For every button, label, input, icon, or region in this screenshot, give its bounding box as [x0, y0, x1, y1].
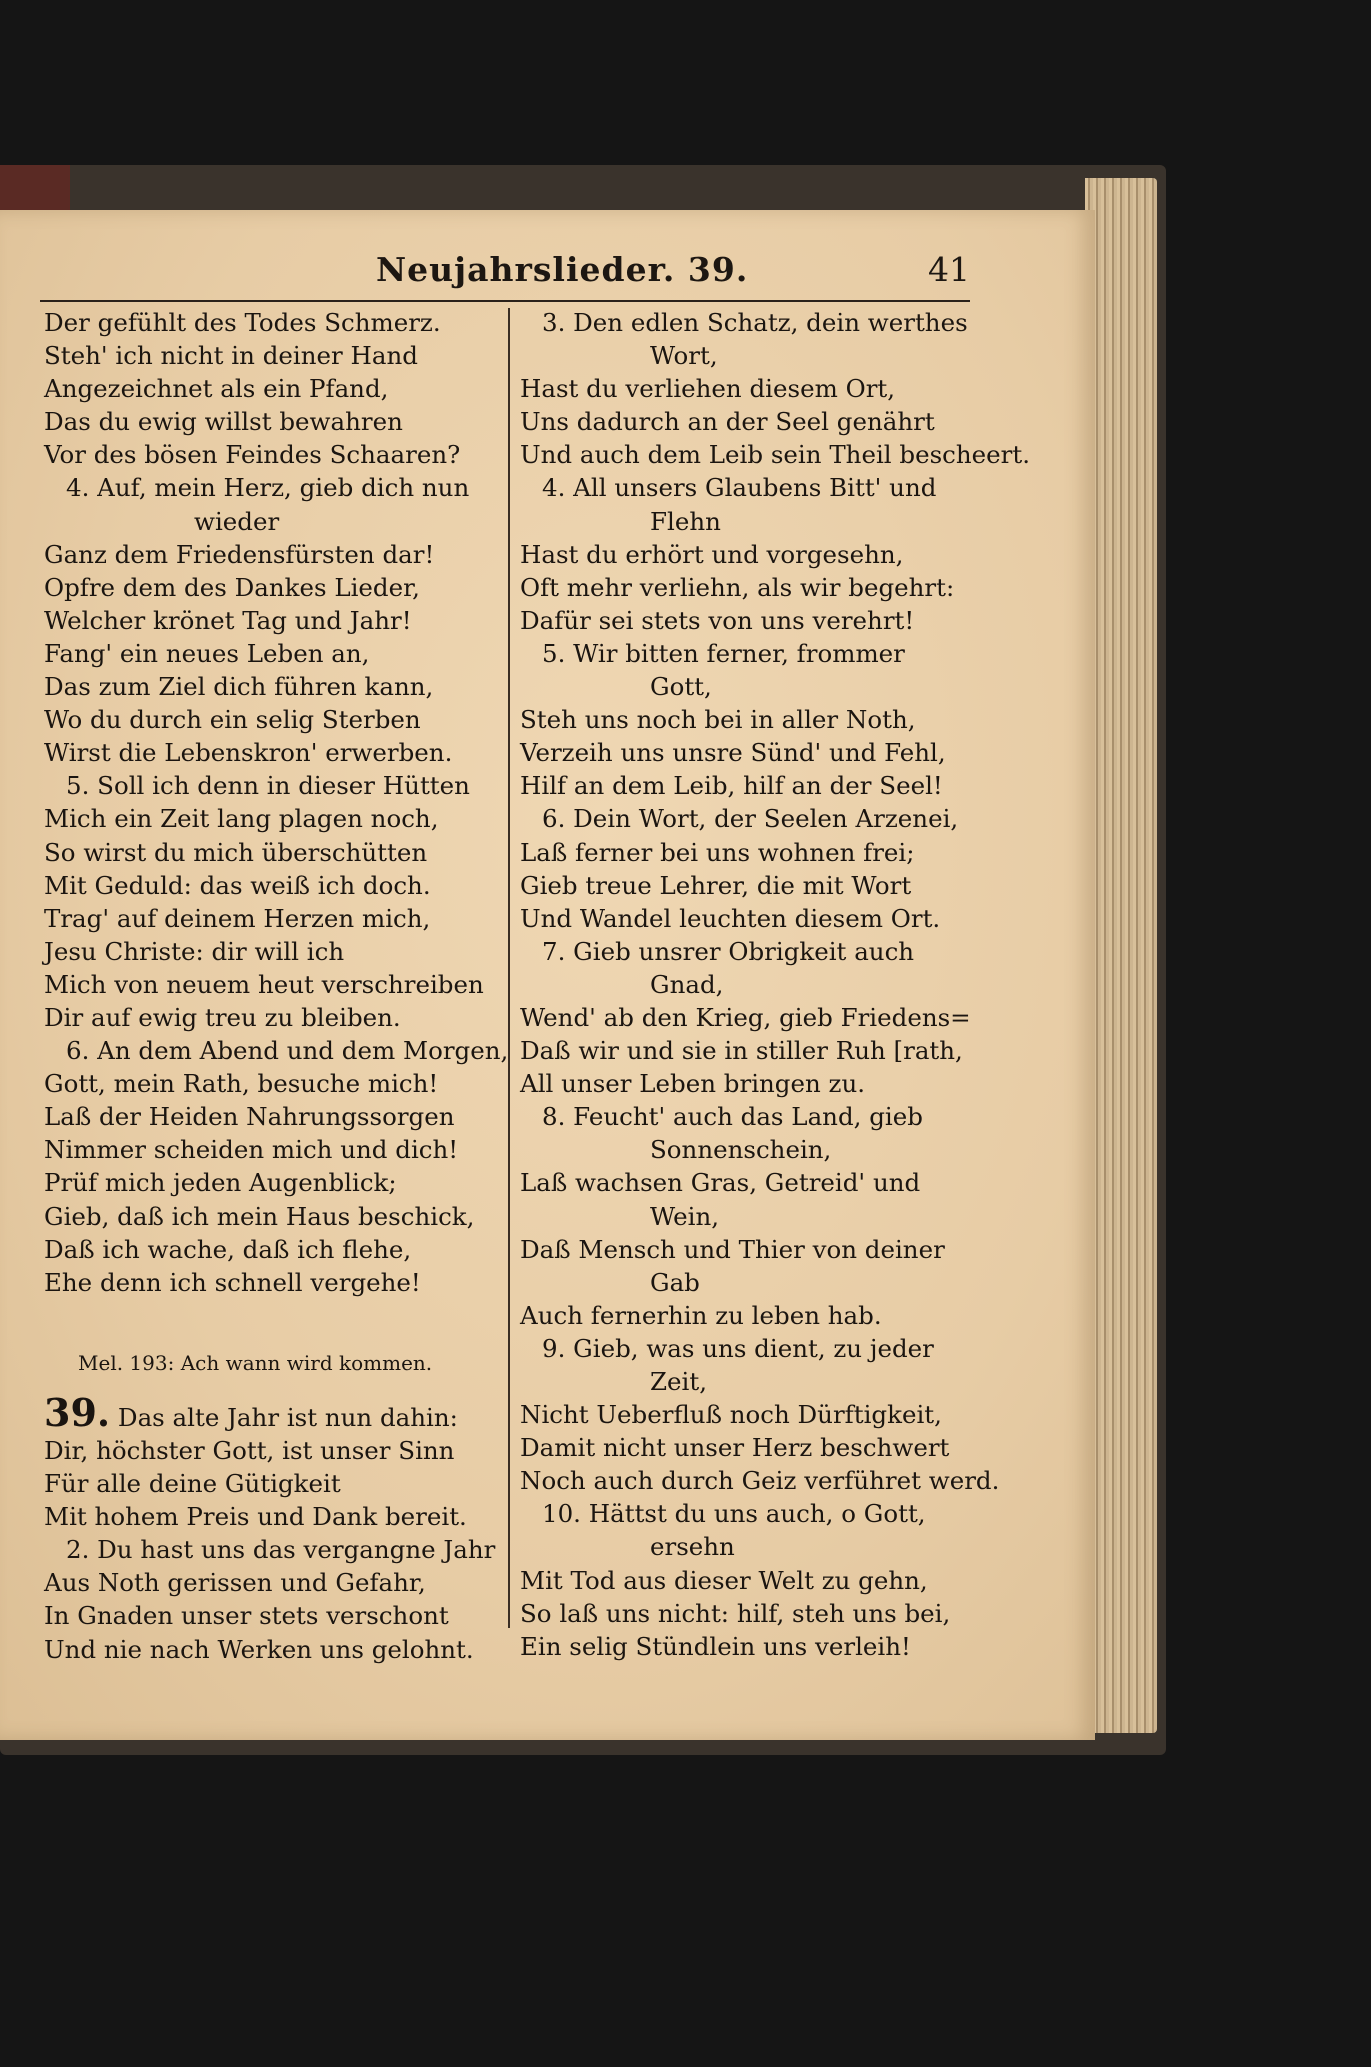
- verse-line: Daß ich wache, daß ich flehe,: [44, 1234, 412, 1264]
- verse-line: 4. All unsers Glaubens Bitt' und: [542, 473, 937, 503]
- column-divider: [508, 308, 510, 1628]
- verse-line: Gieb treue Lehrer, die mit Wort: [520, 870, 912, 900]
- verse-line: Wend' ab den Krieg, gieb Friedens=: [520, 1002, 971, 1032]
- verse-line: Dir, höchster Gott, ist unser Sinn: [44, 1436, 455, 1465]
- verse-line: 5. Wir bitten ferner, frommer: [542, 638, 905, 668]
- running-title: Neujahrslieder. 39.: [376, 250, 749, 289]
- verse-line: Hast du verliehen diesem Ort,: [520, 374, 896, 404]
- verse-line: 4. Auf, mein Herz, gieb dich nun: [66, 473, 470, 503]
- verse-line: Ein selig Stündlein uns verleih!: [520, 1631, 911, 1661]
- verse-line: Zeit,: [650, 1367, 707, 1396]
- verse-line: Und Wandel leuchten diesem Ort.: [520, 903, 941, 933]
- verse-line: Das zum Ziel dich führen kann,: [44, 672, 434, 702]
- verse-line: Dir auf ewig treu zu bleiben.: [44, 1002, 401, 1032]
- page-number: 41: [928, 250, 970, 289]
- hymn-first-line-text: Das alte Jahr ist nun dahin:: [117, 1402, 458, 1432]
- verse-line: Das du ewig willst bewahren: [44, 407, 403, 437]
- verse-line: Flehn: [650, 506, 721, 536]
- verse-line: Laß ferner bei uns wohnen frei;: [520, 837, 915, 867]
- header-rule: [40, 300, 970, 302]
- verse-line: Hilf an dem Leib, hilf an der Seel!: [520, 771, 943, 801]
- page-header: [40, 250, 970, 300]
- verse-line: 7. Gieb unsrer Obrigkeit auch: [542, 936, 915, 966]
- verse-line: All unser Leben bringen zu.: [520, 1069, 866, 1099]
- verse-line: Wein,: [650, 1201, 720, 1231]
- verse-line: Gnad,: [650, 969, 724, 999]
- verse-line: Laß der Heiden Nahrungssorgen: [44, 1102, 455, 1132]
- verse-line: Gott,: [650, 672, 712, 702]
- verse-line: Prüf mich jeden Augenblick;: [44, 1168, 397, 1198]
- verse-line: Mich von neuem heut verschreiben: [44, 969, 484, 999]
- verse-line: Trag' auf deinem Herzen mich,: [44, 903, 431, 933]
- verse-line: 10. Hättst du uns auch, o Gott,: [542, 1499, 926, 1529]
- verse-line: 5. Soll ich denn in dieser Hütten: [66, 771, 470, 801]
- verse-line: Mit Geduld: das weiß ich doch.: [44, 870, 431, 900]
- verse-line: Gieb, daß ich mein Haus beschick,: [44, 1201, 475, 1231]
- right-column: [520, 306, 1031, 1663]
- page-edges: [1085, 178, 1157, 1733]
- verse-line: Steh' ich nicht in deiner Hand: [44, 341, 418, 371]
- verse-line: Opfre dem des Dankes Lieder,: [44, 572, 420, 602]
- section-gap: [44, 1299, 504, 1347]
- verse-line: Welcher krönet Tag und Jahr!: [44, 605, 412, 635]
- verse-line: Der gefühlt des Todes Schmerz.: [44, 308, 441, 337]
- verse-line: Wort,: [650, 341, 718, 371]
- verse-line: Verzeih uns unsre Sünd' und Fehl,: [520, 738, 946, 768]
- verse-line: Ehe denn ich schnell vergehe!: [44, 1267, 421, 1297]
- verse-line: Vor des bösen Feindes Schaaren?: [44, 440, 461, 470]
- verse-line: 6. Dein Wort, der Seelen Arzenei,: [542, 804, 959, 834]
- verse-line: Uns dadurch an der Seel genährt: [520, 407, 935, 437]
- verse-line: Daß Mensch und Thier von deiner: [520, 1234, 945, 1264]
- melody-note: Mel. 193: Ach wann wird kommen.: [78, 1350, 433, 1375]
- verse-line: 6. An dem Abend und dem Morgen,: [66, 1036, 509, 1066]
- verse-line: Oft mehr verliehn, als wir begehrt:: [520, 572, 955, 602]
- verse-line: wieder: [194, 506, 280, 536]
- verse-line: Gott, mein Rath, besuche mich!: [44, 1069, 439, 1099]
- verse-line: Auch fernerhin zu leben hab.: [520, 1300, 882, 1330]
- verse-line: Damit nicht unser Herz beschwert: [520, 1433, 950, 1463]
- verse-line: Jesu Christe: dir will ich: [44, 936, 345, 966]
- verse-line: ersehn: [650, 1532, 735, 1562]
- verse-line: 9. Gieb, was uns dient, zu jeder: [542, 1333, 934, 1363]
- verse-line: Fang' ein neues Leben an,: [44, 638, 370, 668]
- verse-line: Steh uns noch bei in aller Noth,: [520, 705, 916, 735]
- verse-line: Aus Noth gerissen und Gefahr,: [44, 1568, 426, 1598]
- verse-line: Hast du erhört und vorgesehn,: [520, 539, 904, 569]
- book-page: [0, 210, 1095, 1740]
- verse-line: 8. Feucht' auch das Land, gieb: [542, 1102, 923, 1132]
- hymn-39-first-line: [44, 1389, 504, 1435]
- verse-line: Nicht Ueberfluß noch Dürftigkeit,: [520, 1400, 942, 1430]
- hymn-number: 39.: [44, 1389, 111, 1435]
- verse-line: Nimmer scheiden mich und dich!: [44, 1135, 459, 1165]
- verse-line: So laß uns nicht: hilf, steh uns bei,: [520, 1598, 951, 1628]
- verse-line: Und auch dem Leib sein Theil bescheert.: [520, 440, 1031, 470]
- verse-line: Mit hohem Preis und Dank bereit.: [44, 1502, 467, 1532]
- verse-line: Laß wachsen Gras, Getreid' und: [520, 1168, 921, 1198]
- verse-line: Wirst die Lebenskron' erwerben.: [44, 738, 453, 768]
- verse-line: Mich ein Zeit lang plagen noch,: [44, 804, 439, 834]
- verse-line: Mit Tod aus dieser Welt zu gehn,: [520, 1565, 928, 1595]
- verse-line: Ganz dem Friedensfürsten dar!: [44, 539, 435, 569]
- verse-line: Noch auch durch Geiz verführet werd.: [520, 1466, 1000, 1496]
- verse-line: 2. Du hast uns das vergangne Jahr: [66, 1535, 496, 1565]
- left-column: [44, 306, 509, 1666]
- verse-line: Für alle deine Gütigkeit: [44, 1469, 341, 1499]
- verse-line: 3. Den edlen Schatz, dein werthes: [542, 308, 968, 337]
- verse-line: Gab: [650, 1267, 700, 1297]
- verse-line: Sonnenschein,: [650, 1135, 832, 1165]
- verse-line: Dafür sei stets von uns verehrt!: [520, 605, 915, 635]
- verse-line: So wirst du mich überschütten: [44, 837, 428, 867]
- verse-line: Daß wir und sie in stiller Ruh [rath,: [520, 1036, 963, 1066]
- verse-line: In Gnaden unser stets verschont: [44, 1601, 449, 1631]
- verse-line: Wo du durch ein selig Sterben: [44, 705, 421, 735]
- verse-line: Angezeichnet als ein Pfand,: [44, 374, 389, 404]
- verse-line: Und nie nach Werken uns gelohnt.: [44, 1634, 474, 1664]
